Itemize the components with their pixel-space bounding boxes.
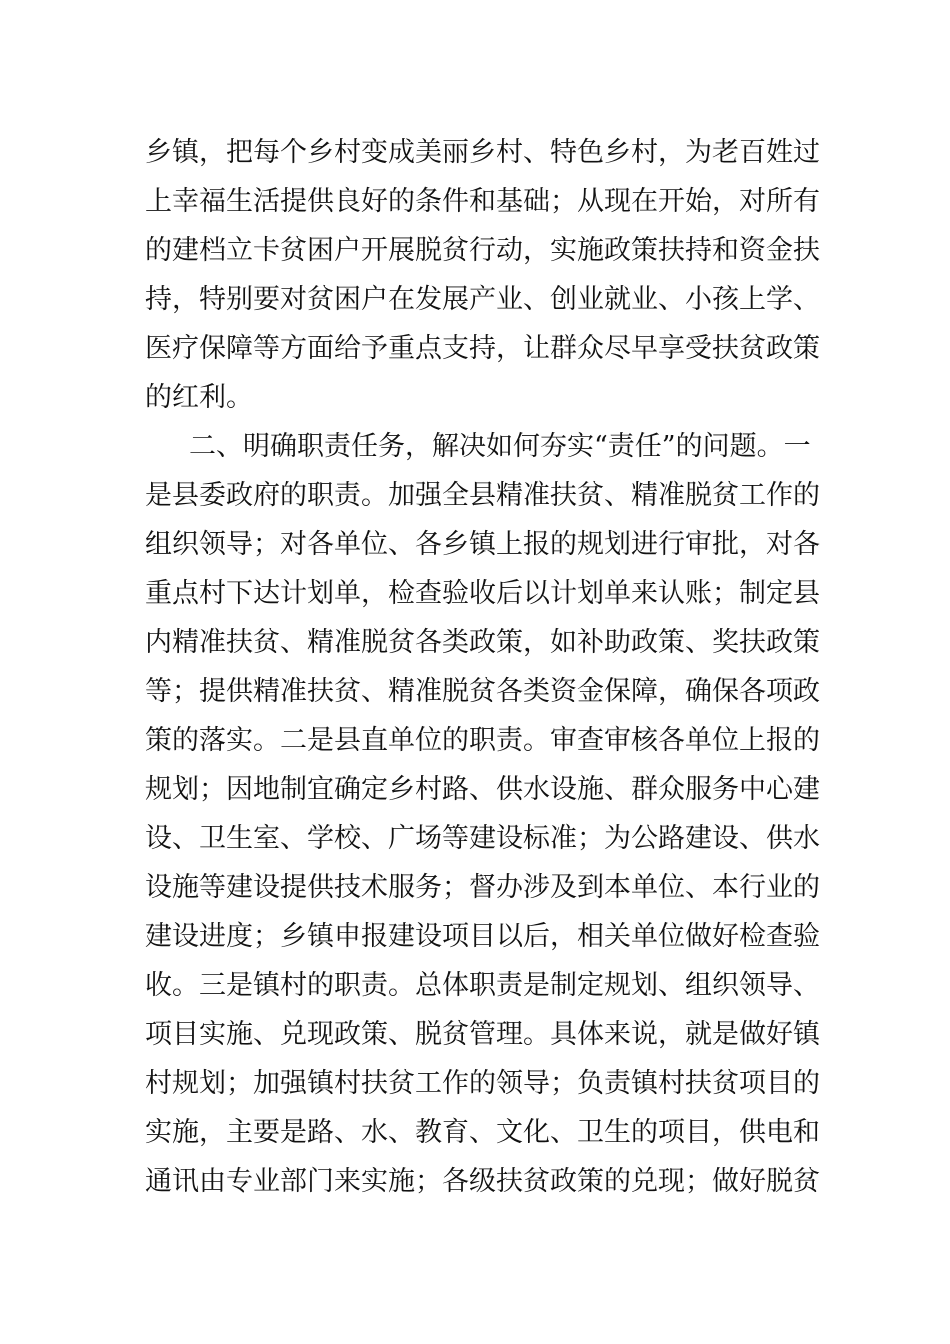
text-line: 设、卫生室、学校、广场等建设标准；为公路建设、供水 — [145, 823, 820, 854]
text-line: 持，特别要对贫困户在发展产业、创业就业、小孩上学、 — [145, 284, 820, 315]
text-line: 等；提供精准扶贫、精准脱贫各类资金保障，确保各项政 — [145, 676, 820, 707]
text-line: 项目实施、兑现政策、脱贫管理。具体来说，就是做好镇 — [145, 1019, 820, 1050]
text-line: 二、明确职责任务，解决如何夯实“责任”的问题。一 — [189, 431, 811, 462]
text-line: 策的落实。二是县直单位的职责。审查审核各单位上报的 — [145, 725, 820, 756]
text-line: 组织领导；对各单位、各乡镇上报的规划进行审批，对各 — [145, 529, 820, 560]
text-line: 收。三是镇村的职责。总体职责是制定规划、组织领导、 — [145, 970, 820, 1001]
text-line: 内精准扶贫、精准脱贫各类政策，如补助政策、奖扶政策 — [145, 627, 820, 658]
text-line: 的红利。 — [145, 382, 253, 413]
text-line: 建设进度；乡镇申报建设项目以后，相关单位做好检查验 — [145, 921, 820, 952]
text-line: 是县委政府的职责。加强全县精准扶贫、精准脱贫工作的 — [145, 480, 820, 511]
text-line: 设施等建设提供技术服务；督办涉及到本单位、本行业的 — [145, 872, 820, 903]
text-line: 乡镇，把每个乡村变成美丽乡村、特色乡村，为老百姓过 — [145, 137, 820, 168]
text-line: 重点村下达计划单，检查验收后以计划单来认账；制定县 — [145, 578, 820, 609]
text-line: 上幸福生活提供良好的条件和基础；从现在开始，对所有 — [145, 186, 820, 217]
document-body — [145, 128, 820, 1206]
text-line: 通讯由专业部门来实施；各级扶贫政策的兑现；做好脱贫 — [145, 1166, 820, 1197]
text-line: 村规划；加强镇村扶贫工作的领导；负责镇村扶贫项目的 — [145, 1068, 820, 1099]
text-line: 医疗保障等方面给予重点支持，让群众尽早享受扶贫政策 — [145, 333, 820, 364]
text-line: 实施，主要是路、水、教育、文化、卫生的项目，供电和 — [145, 1117, 820, 1148]
text-line: 的建档立卡贫困户开展脱贫行动，实施政策扶持和资金扶 — [145, 235, 820, 266]
text-line: 规划；因地制宜确定乡村路、供水设施、群众服务中心建 — [145, 774, 820, 805]
